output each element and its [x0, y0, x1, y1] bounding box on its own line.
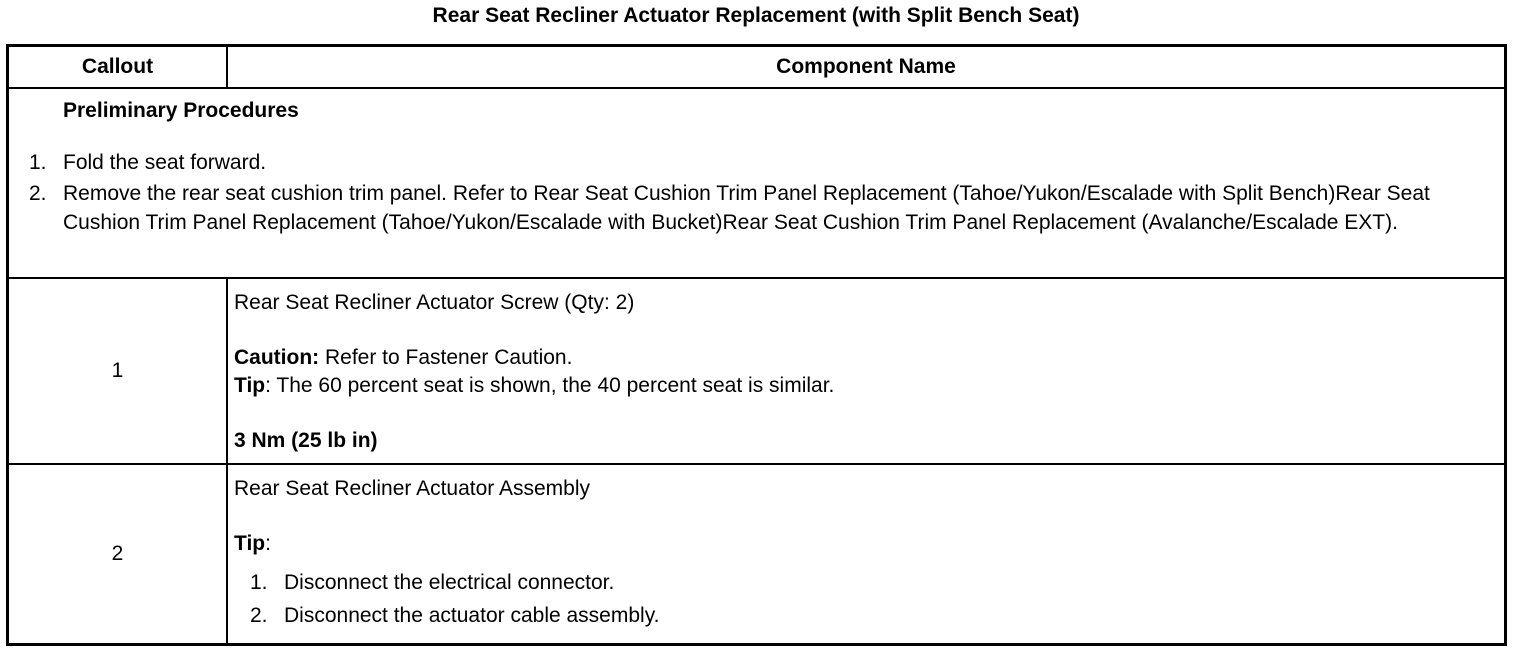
caution-label: Caution:: [234, 346, 320, 369]
list-item: [234, 566, 1498, 599]
table-header-row: [8, 46, 1506, 89]
preliminary-procedures: [8, 88, 1506, 278]
component-name-header: Component Name: [227, 46, 1506, 89]
tip-note: [234, 530, 1498, 558]
preliminary-steps: [29, 148, 1496, 237]
preliminary-row: [8, 88, 1506, 278]
component-name: Rear Seat Recliner Actuator Assembly: [234, 477, 590, 500]
step-text: Disconnect the electrical connector.: [284, 571, 615, 594]
callout-cell: 1: [8, 278, 228, 464]
component-cell: [227, 464, 1506, 645]
step-text: Fold the seat forward.: [63, 151, 267, 174]
component-cell: [227, 278, 1506, 464]
tip-colon: :: [265, 532, 271, 555]
step-number: 2.: [250, 604, 268, 627]
tip-text: : The 60 percent seat is shown, the 40 percent seat is similar.: [265, 374, 835, 397]
step-number: 1.: [29, 151, 47, 174]
component-name: Rear Seat Recliner Actuator Screw (Qty: 2): [234, 291, 635, 314]
step-number: 1.: [250, 571, 268, 594]
table-row: [8, 278, 1506, 464]
caution-text: Refer to Fastener Caution.: [319, 346, 573, 369]
list-item: [29, 148, 1496, 177]
tip-label: Tip: [234, 374, 266, 397]
callout-header: Callout: [8, 46, 228, 89]
page-title: Rear Seat Recliner Actuator Replacement (with Split Bench Seat): [432, 4, 1080, 27]
callout-cell: 2: [8, 464, 228, 645]
step-number: 2.: [29, 182, 47, 205]
table-row: [8, 464, 1506, 645]
caution-note: [234, 344, 1498, 372]
step-text: Remove the rear seat cushion trim panel. Refer to Rear Seat Cushion Trim Panel Replacement (Tahoe/Yukon/Escalade with Split Bench)Rear Seat Cushion Trim Panel Replacement (Tahoe/Yukon/Escalade with Bucket)Rear Seat Cushion Trim Panel Replacement (Avalanche/Escalade EXT).: [63, 182, 1430, 234]
torque-spec: 3 Nm (25 lb in): [234, 429, 378, 452]
list-item: [234, 599, 1498, 632]
tip-label: Tip: [234, 532, 266, 555]
step-text: Disconnect the actuator cable assembly.: [284, 604, 660, 627]
tip-note: [234, 372, 1498, 400]
procedure-table: [6, 44, 1507, 646]
preliminary-heading: Preliminary Procedures: [63, 99, 299, 122]
list-item: [29, 179, 1496, 237]
tip-steps: [234, 566, 1498, 632]
